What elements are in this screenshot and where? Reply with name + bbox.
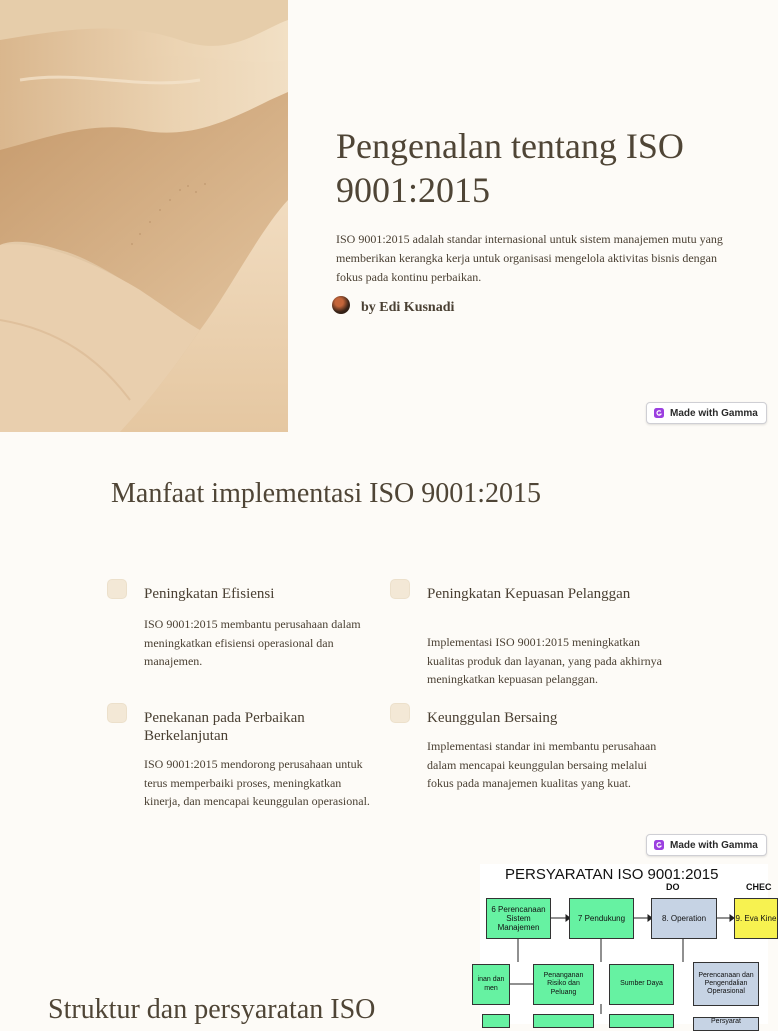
box-bottom-left: [482, 1014, 510, 1028]
made-with-gamma-button[interactable]: [646, 402, 767, 424]
box-pengendalian: Perencanaan dan Pengendalian Operasional: [693, 962, 759, 1006]
box-left-fragment: inan dan men: [472, 964, 510, 1005]
benefit-item: [144, 709, 370, 811]
benefit-text: ISO 9001:2015 mendorong perusahaan untuk terus memperbaiki proses, meningkatkan kinerja, dan mencapai keunggulan operasional.: [144, 757, 370, 808]
column-label-check: CHEC: [746, 882, 772, 892]
author-name: by Edi Kusnadi: [361, 300, 455, 315]
benefit-heading: Penekanan pada Perbaikan Berkelanjutan: [144, 710, 305, 744]
badge-label: Made with Gamma: [670, 839, 758, 851]
gamma-logo-icon: [654, 840, 664, 850]
structure-title: Struktur dan persyaratan ISO: [48, 994, 376, 1025]
box-operation: 8. Operation: [651, 898, 717, 939]
slide-structure: [0, 864, 777, 1025]
checkbox-icon: [107, 703, 127, 723]
avatar: [332, 296, 350, 314]
box-pendukung: 7 Pendukung: [569, 898, 634, 939]
benefit-item: [427, 585, 667, 689]
benefit-heading: Peningkatan Kepuasan Pelanggan: [427, 586, 631, 602]
benefit-text: ISO 9001:2015 membantu perusahaan dalam meningkatkan efisiensi operasional dan manajemen.: [144, 617, 361, 668]
benefit-text: Implementasi standar ini membantu perusahaan dalam mencapai keunggulan bersaing melalui fokus pada manajemen kualitas yang kuat.: [427, 739, 657, 790]
box-bottom-right: [609, 1014, 674, 1028]
made-with-gamma-button[interactable]: [646, 834, 767, 856]
checkbox-icon: [390, 703, 410, 723]
benefit-item: [144, 585, 384, 671]
benefit-item: [427, 709, 667, 793]
slide-benefits: [0, 432, 768, 864]
badge-label: Made with Gamma: [670, 407, 758, 419]
benefit-heading: Peningkatan Efisiensi: [144, 586, 275, 602]
benefit-text: Implementasi ISO 9001:2015 meningkatkan kualitas produk dan layanan, yang pada akhirnya meningkatkan kepuasan pelanggan.: [427, 635, 662, 686]
slide-title: [0, 0, 768, 432]
box-sumber-daya: Sumber Daya: [609, 964, 674, 1005]
author-byline: [332, 294, 454, 316]
page-title: Pengenalan tentang ISO 9001:2015: [336, 126, 684, 210]
desert-dunes-image: [0, 0, 288, 432]
diagram-title: PERSYARATAN ISO 9001:2015: [505, 866, 719, 883]
checkbox-icon: [390, 579, 410, 599]
box-bottom-mid: [533, 1014, 594, 1028]
checkbox-icon: [107, 579, 127, 599]
box-evaluasi: 9. Eva Kine: [734, 898, 778, 939]
benefit-heading: Keunggulan Bersaing: [427, 710, 558, 726]
box-risiko: Penanganan Risiko dan Peluang: [533, 964, 594, 1005]
box-perencanaan: 6 Perencanaan Sistem Manajemen: [486, 898, 551, 939]
box-persyaratan-fragment: Persyarat: [693, 1017, 759, 1031]
column-label-do: DO: [666, 882, 680, 892]
intro-description: ISO 9001:2015 adalah standar internasional untuk sistem manajemen mutu yang memberikan kerangka kerja untuk organisasi mengelola aktivitas bisnis dengan fokus pada kontinu perbaikan.: [336, 232, 723, 284]
benefits-title: Manfaat implementasi ISO 9001:2015: [111, 478, 542, 509]
iso-requirements-diagram: [477, 864, 777, 1025]
gamma-logo-icon: [654, 408, 664, 418]
